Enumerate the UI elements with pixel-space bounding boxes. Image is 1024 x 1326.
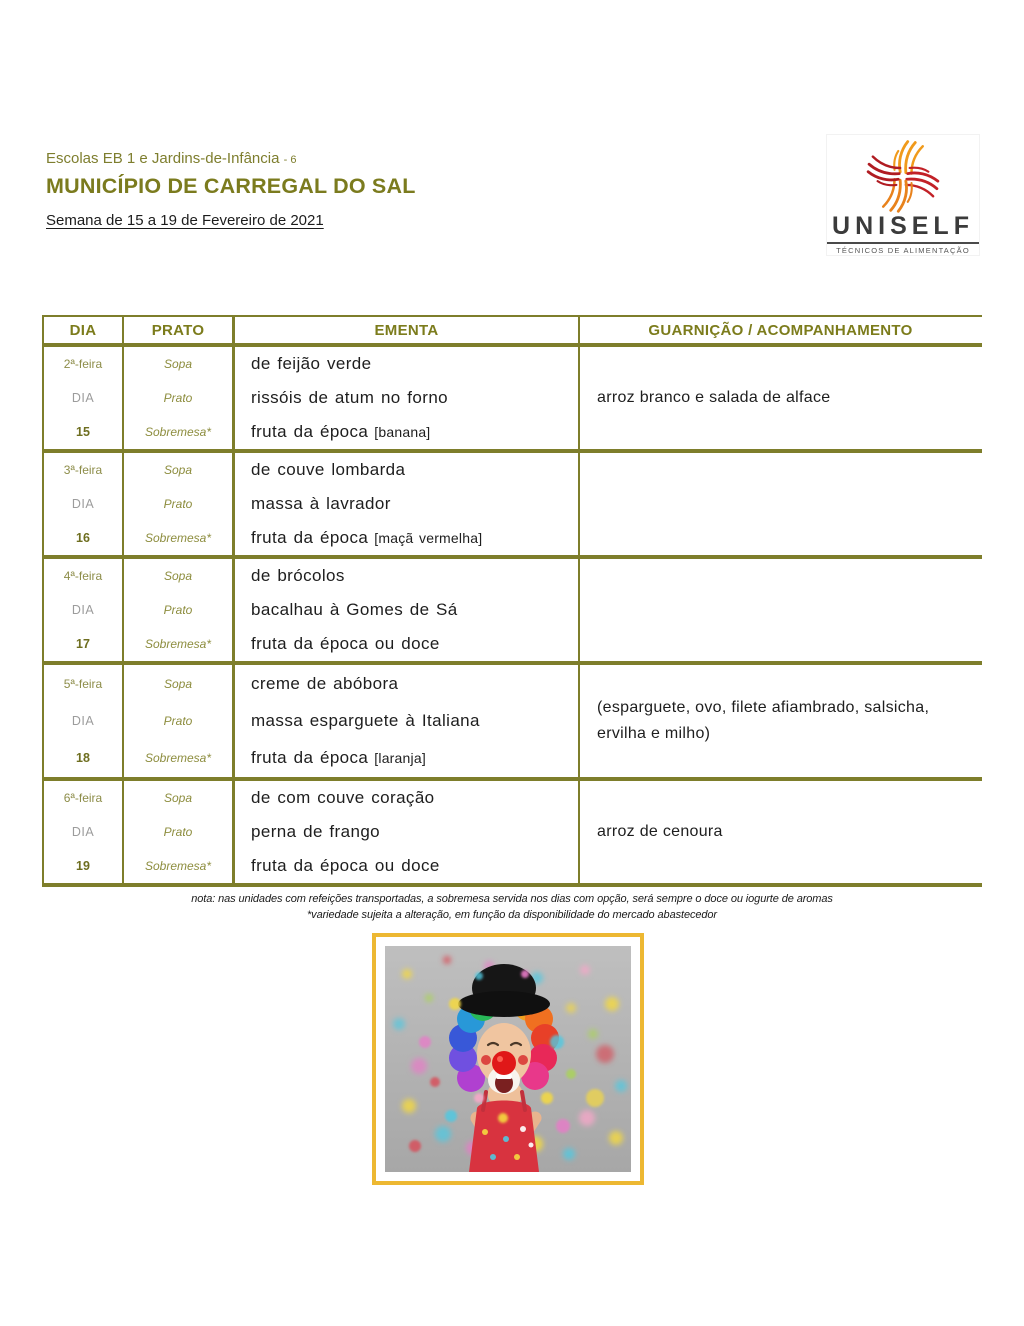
ementa-sobremesa: fruta da época ou doce: [251, 634, 440, 653]
menu-day-row: [42, 559, 982, 665]
school-name: Escolas EB 1 e Jardins-de-Infância: [46, 150, 280, 167]
day-number: 15: [76, 425, 90, 439]
day-number: 19: [76, 859, 90, 873]
day-number: 18: [76, 751, 90, 766]
header-dia: DIA: [42, 317, 122, 343]
course-label-sobremesa: Sobremesa*: [144, 751, 212, 766]
page-title: MUNICÍPIO DE CARREGAL DO SAL: [46, 174, 416, 198]
day-name: 4ª-feira: [63, 569, 103, 583]
footer-notes: [0, 891, 1024, 923]
course-label-prato: Prato: [163, 825, 193, 839]
course-cell: [122, 347, 232, 449]
guarnicao-cell: [578, 347, 982, 449]
ementa-sopa: creme de abóbora: [251, 673, 399, 693]
course-label-prato: Prato: [163, 497, 193, 511]
table-header-row: [42, 317, 982, 347]
day-word: DIA: [71, 713, 95, 728]
course-label-sobremesa: Sobremesa*: [144, 531, 212, 545]
clown-photo: [372, 933, 644, 1185]
school-line: [46, 150, 606, 167]
ementa-cell: [232, 665, 578, 777]
ementa-cell: [232, 559, 578, 661]
course-label-prato: Prato: [163, 713, 193, 728]
ementa-sobremesa: fruta da época [banana]: [251, 422, 431, 441]
course-label-sobremesa: Sobremesa*: [144, 859, 212, 873]
guarnicao-cell: [578, 559, 982, 661]
note-line-2: *variedade sujeita a alteração, em função da disponibilidade do mercado abastecedor: [307, 909, 717, 921]
ementa-sobremesa: fruta da época ou doce: [251, 856, 440, 875]
guarnicao-text: arroz de cenoura: [597, 823, 723, 841]
course-label-sopa: Sopa: [163, 791, 193, 805]
guarnicao-text: arroz branco e salada de alface: [597, 389, 831, 407]
day-word: DIA: [71, 825, 95, 839]
day-cell: [42, 347, 122, 449]
ementa-sopa: de couve lombarda: [251, 460, 406, 479]
day-name: 6ª-feira: [63, 791, 103, 805]
logo-wordmark: UNISELF: [827, 212, 979, 244]
clown-photo-illustration: [385, 946, 631, 1172]
ementa-cell: [232, 781, 578, 883]
course-cell: [122, 559, 232, 661]
guarnicao-cell: [578, 781, 982, 883]
uniself-logo: [826, 134, 980, 256]
ementa-sopa: de brócolos: [251, 566, 345, 585]
day-name: 5ª-feira: [63, 676, 103, 691]
day-cell: [42, 453, 122, 555]
course-cell: [122, 453, 232, 555]
ementa-cell: [232, 453, 578, 555]
course-label-sopa: Sopa: [163, 357, 193, 371]
course-label-sopa: Sopa: [163, 569, 193, 583]
note-line-1: nota: nas unidades com refeições transportadas, a sobremesa servida nos dias com opção, será sempre o doce ou iogurte de aromas: [191, 893, 833, 905]
course-label-prato: Prato: [163, 391, 193, 405]
menu-day-row: [42, 453, 982, 559]
day-cell: [42, 781, 122, 883]
header-guarnicao: GUARNIÇÃO / ACOMPANHAMENTO: [578, 317, 982, 343]
day-name: 2ª-feira: [63, 357, 103, 371]
ementa-sopa: de com couve coração: [251, 788, 435, 807]
ementa-prato: massa esparguete à Italiana: [251, 710, 480, 730]
course-label-sopa: Sopa: [163, 676, 193, 691]
day-word: DIA: [71, 497, 95, 511]
header-prato: PRATO: [122, 317, 232, 343]
day-number: 17: [76, 637, 90, 651]
ementa-sopa: de feijão verde: [251, 354, 372, 373]
ementa-sobremesa: fruta da época [maçã vermelha]: [251, 528, 483, 547]
week-range: Semana de 15 a 19 de Fevereiro de 2021: [46, 212, 324, 229]
ementa-prato: rissóis de atum no forno: [251, 388, 449, 407]
guarnicao-text: (esparguete, ovo, filete afiambrado, salsicha, ervilha e milho): [597, 699, 930, 742]
pinwheel-icon: [828, 135, 978, 216]
day-word: DIA: [71, 391, 95, 405]
course-label-sobremesa: Sobremesa*: [144, 637, 212, 651]
school-suffix: - 6: [283, 154, 297, 166]
day-word: DIA: [71, 603, 95, 617]
guarnicao-cell: [578, 665, 982, 777]
course-label-prato: Prato: [163, 603, 193, 617]
course-label-sopa: Sopa: [163, 463, 193, 477]
day-name: 3ª-feira: [63, 463, 103, 477]
day-cell: [42, 559, 122, 661]
menu-table: [42, 315, 982, 887]
course-label-sobremesa: Sobremesa*: [144, 425, 212, 439]
ementa-prato: massa à lavrador: [251, 494, 391, 513]
header-ementa: EMENTA: [232, 317, 578, 343]
day-cell: [42, 665, 122, 777]
course-cell: [122, 665, 232, 777]
ementa-cell: [232, 347, 578, 449]
course-cell: [122, 781, 232, 883]
guarnicao-cell: [578, 453, 982, 555]
ementa-sobremesa: fruta da época [laranja]: [251, 748, 426, 768]
logo-tagline: TÉCNICOS DE ALIMENTAÇÃO: [836, 246, 970, 255]
ementa-prato: bacalhau à Gomes de Sá: [251, 600, 458, 619]
ementa-prato: perna de frango: [251, 822, 381, 841]
menu-day-row: [42, 347, 982, 453]
day-number: 16: [76, 531, 90, 545]
document-header: [46, 150, 606, 229]
menu-day-row: [42, 781, 982, 887]
menu-day-row: [42, 665, 982, 781]
